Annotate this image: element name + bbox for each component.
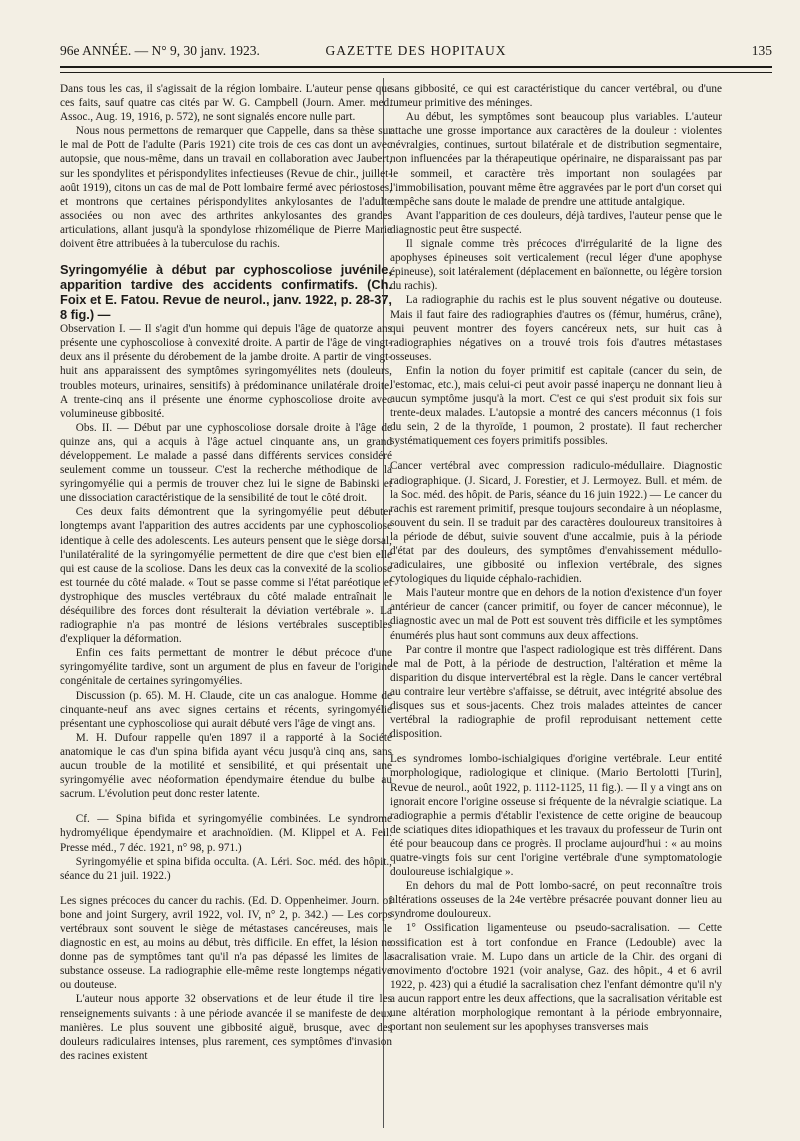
paragraph: Enfin la notion du foyer primitif est capitale (cancer du sein, de l'estomac, etc.), mais celui-ci peut avoir passé inaperçu ne donnant lieu à aucun symptôme jusqu'à la mort. C'est ce qui s'est produit six fois sur trente-deux malades. L'autopsie a montré des cancers méconnus (1 fois du sein, 2 de la thyroïde, 1 poumon, 2 prostate). Il faut rechercher systématiquement ces foyers primitifs possibles. xyxy=(390,364,722,448)
paragraph: Au début, les symptômes sont beaucoup plus variables. L'auteur attache une grosse importance aux caractères de la douleur : violentes névralgies, continues, surtout bilatérale et de distribution segmentaire, non influencées par la thérapeutique opérinaire, ne disparaissant pas par le sommeil, et caractère très important non soulagées par l'immobilisation, pouvant même être aggravées par le port d'un corset qui empêche sans doute le malade de prendre une attitude antalgique. xyxy=(390,111,722,208)
article-title: Cancer vertébral avec compression radiculo-médullaire. Diagnostic radiographique. (J. Sicard, J. Forestier, et J. Lermoyez. Bull. et mém. de la Soc. méd. des hôpit. de Paris, séance du 16 juin 1922.) — Le cancer du rachis est rarement primitif, presque toujours secondaire à un néoplasme, souvent du sein. Il se traduit par des caractères douloureux transitoires à la période de début, suivie souvent d'une accalmie, puis à la période d'état par des douleurs, des symptômes d'envahissement médullo-radiculaires, une gibbosité ou inflexion vertébrale, des signes cytologiques du liquide céphalo-rachidien. xyxy=(390,460,722,586)
paragraph: En dehors du mal de Pott lombo-sacré, on peut reconnaître trois altérations osseuses de la 24e vertèbre présacrée pouvant donner lieu au syndrome douloureux. xyxy=(390,880,722,921)
paragraph: Avant l'apparition de ces douleurs, déjà tardives, l'auteur pense que le diagnostic peut être suspecté. xyxy=(390,209,722,236)
right-column xyxy=(390,82,722,1034)
paragraph: Par contre il montre que l'aspect radiologique est très différent. Dans le mal de Pott, à la période de destruction, l'altération et même la disparition du disque intervertébral est la règle. Dans le cancer vertébral au contraire leur vertèbre s'affaisse, se détruit, avec intégrité absolue des disques sus et sous-jacents. Chez trois malades atteintes de cancer vertébral la radiographie de profil reproduisant nettement cette disposition. xyxy=(390,643,722,741)
paragraph: Syringomyélie et spina bifida occulta. (A. Léri. Soc. méd. des hôpit., séance du 21 juil. 1922.) xyxy=(60,855,392,882)
paragraph: sans gibbosité, ce qui est caractéristique du cancer vertébral, ou d'une tumeur primitive des méninges. xyxy=(390,83,722,110)
paragraph: M. H. Dufour rappelle qu'en 1897 il a rapporté à la Société anatomique le cas d'un spina bifida ayant vécu jusqu'à cinq ans, sans aucun trouble de la motilité et sensibilité, et qui présentait une syringomyélie avec néoformation épendymaire étendue du bulbe au sacrum. L'évolution peut donc rester latente. xyxy=(60,731,392,801)
paragraph: Observation I. — Il s'agit d'un homme qui depuis l'âge de quatorze ans présente une cyphoscoliose à convexité droite. A partir de l'âge de vingt-deux ans il présente du dérobement de la jambe droite. A partir de vingt-huit ans apparaissent des symptômes syringomyélites nets (douleurs, troubles moteurs, urinaires, sensitifs) à prédominance unilatérale droite. A trente-cinq ans il présente une énorme cyphoscoliose droite avec volumineuse gibbosité. xyxy=(60,323,392,420)
journal-title: GAZETTE DES HOPITAUX xyxy=(325,43,507,58)
article-title: Les syndromes lombo-ischialgiques d'origine vertébrale. Leur entité morphologique, radiologique et clinique. (Mario Bertolotti [Turin], Revue de neurol., août 1922, p. 1112-1125, 11 fig.). — Il y a vingt ans on ignorait encore l'origine osseuse si fréquente de la névralgie sciatique. La radiographie a permis d'établir l'existence de cette origine de beaucoup de sciatiques dites idiopathiques et les travaux du professeur de Turin ont été pour beaucoup dans ce progrès. Il proclame aujourd'hui : « au moins quatre-vingts fois sur cent l'origine vertébrale d'une symptomatologie douloureuse ischialgique ». xyxy=(390,753,722,879)
paragraph: Nous nous permettons de remarquer que Cappelle, dans sa thèse sur le mal de Pott de l'adulte (Paris 1921) cite trois de ces cas dont un avec autopsie, que nous-même, dans un travail en collaboration avec Jaubert, sur les spondylites et périspondylites infectieuses (Revue de chir., juillet-août 1919), citons un cas de mal de Pott lombaire fermé avec périostoses, et montrons que certaines périspondylites ankylosantes de l'adulte associées ou non avec des arthrites ankylosantes des grandes articulations, allant jusqu'à la spondylose rhizomélique de Pierre Marie doivent être attribuées à la tuberculose du rachis. xyxy=(60,125,392,251)
paragraph: Dans tous les cas, il s'agissait de la région lombaire. L'auteur pense que ces faits, sauf quatre cas cités par W. G. Campbell (Journ. Amer. med. Assoc., Aug. 19, 1916, p. 572), ne sont signalés encore nulle part. xyxy=(60,83,392,124)
paragraph: Discussion (p. 65). M. H. Claude, cite un cas analogue. Homme de cinquante-neuf ans avec signes certains et récents, syringomyélie présentant une cyphoscoliose qui aurait débuté vers l'âge de vingt ans. xyxy=(60,689,392,730)
paragraph: Enfin ces faits permettant de montrer le début précoce d'une syringomyélite tardive, sont un argument de plus en faveur de l'origine congénitale de certaines syringomyélies. xyxy=(60,647,392,688)
paragraph: 1° Ossification ligamenteuse ou pseudo-sacralisation. — Cette ossification est à tort confondue en France (Ledouble) avec la sacralisation vraie. M. Lupo dans un article de la Chir. des organi di movimento d'octobre 1921 (voir analyse, Gaz. des hôpit., 4 et 6 avril 1922, p. 423) qui a étudié la sacralisation chez l'enfant démontre qu'il n'y a aucun rapport entre les deux affections, que la sacralisation véritable est une altération morphologique remontant à la période embryonnaire, portant non seulement sur les apophyses transverses mais xyxy=(390,922,722,1034)
paragraph: L'auteur nous apporte 32 observations et de leur étude il tire les renseignements suivants : à une période avancée il se manifeste de deux manières. Le plus souvent une gibbosité aiguë, brusque, avec des douleurs radiculaires intenses, plus rarement, ces symptômes d'invasion des racines existent xyxy=(60,993,392,1062)
running-header xyxy=(60,40,772,62)
page-number: 135 xyxy=(751,43,772,58)
header-rule xyxy=(60,66,772,73)
paragraph: Obs. II. — Début par une cyphoscoliose dorsale droite à l'âge de quinze ans, qui a acquis à l'âge actuel cinquante ans, un grand développement. Le malade a passé dans différents services considéré seulement comme un tousseur. C'est la recherche méthodique de la syringomyélie qui a permis de trouver chez lui le signe de Babinski et une dissociation caractéristique de la sensibilité de tout le côté droit. xyxy=(60,421,392,505)
paragraph: La radiographie du rachis est le plus souvent négative ou douteuse. Mais il faut faire des radiographies d'autres os (fémur, humérus, crâne), qui peuvent montrer des foyers cancéreux nets, sur huit cas à radiographies négatives on a trouvé trois fois d'autres métastases osseuses. xyxy=(390,294,722,363)
article-title: Syringomyélie à début par cyphoscoliose juvénile, apparition tardive des accidents confirmatifs. (Ch. Foix et E. Fatou. Revue de neurol., janv. 1922, p. 28-37, 8 fig.) — xyxy=(60,262,392,323)
issue-info: 96e ANNÉE. — N° 9, 30 janv. 1923. xyxy=(60,43,260,58)
cross-reference: Cf. — Spina bifida et syringomyélie combinées. Le syndrome hydromyélique épendymaire et arachnoïdien. (M. Klippel et A. Feil. Presse méd., 7 déc. 1921, n° 98, p. 971.) xyxy=(60,813,392,854)
paragraph: Ces deux faits démontrent que la syringomyélie peut débuter longtemps avant l'apparition des autres accidents par une cyphoscoliose identique à celle des adolescents. Les auteurs pensent que le siège dorsal, l'unilatéralité de la syringomyélie permettent de dire que c'est bien elle qui est cause de la scoliose. Dans les deux cas la convexité de la scoliose est tournée du côté malade. « Tout se passe comme si l'état paréotique et dystrophique des muscles vertébraux du côté malade entraînait le déséquilibre des forces dont résulterait la déviation vertébrale ». La radiographie n'a pas montré de lésions vertébrales susceptibles d'expliquer la déformation. xyxy=(60,506,392,646)
paragraph: Mais l'auteur montre que en dehors de la notion d'existence d'un foyer antérieur de cancer (cancer primitif, ou foyer de cancer méconnue), le diagnostic avec un mal de Pott est souvent très difficile et les symptômes énumérés plus haut sont communs aux deux affections. xyxy=(390,587,722,642)
article-title: Les signes précoces du cancer du rachis. (Ed. D. Oppenheimer. Journ. of bone and joint Surgery, avril 1922, vol. IV, n° 2, p. 342.) — Les corps vertébraux sont souvent le siège de métastases cancéreuses, mais le diagnostic en est, au moins au début, très difficile. En effet, la lésion ne donne pas de symptômes tant qu'il n'a pas dépassé les limites de la substance osseuse. La radiographie elle-même reste longtemps négative ou douteuse. xyxy=(60,894,392,992)
paragraph: Il signale comme très précoces d'irrégularité de la ligne des apophyses épineuses soit verticalement (recul léger d'une apophyse épineuse), soit latéralement (déplacement en baïonnette, ou légère torsion du rachis). xyxy=(390,238,722,293)
left-column xyxy=(60,82,392,1063)
